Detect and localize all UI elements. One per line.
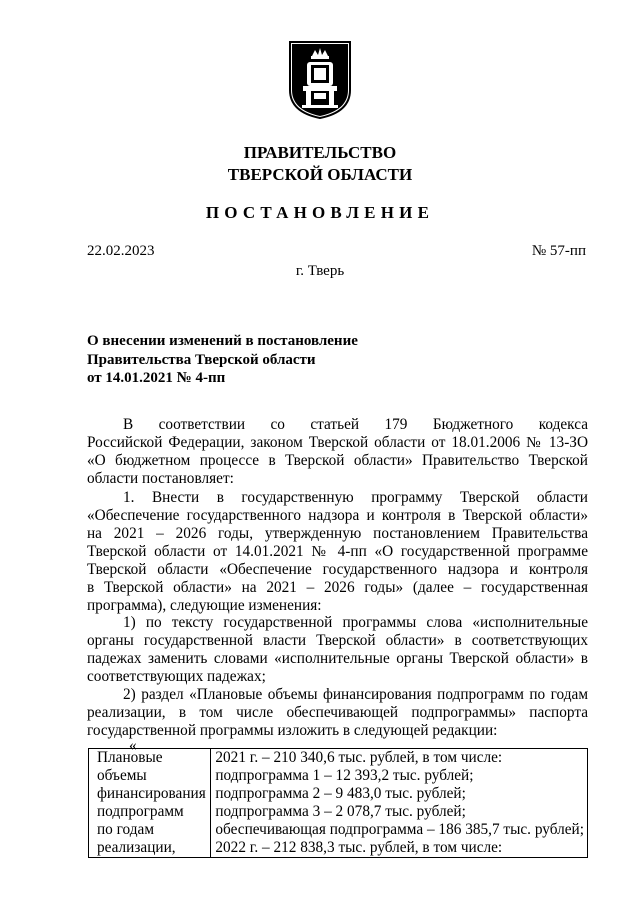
- body-line: программа), следующие изменения:: [87, 597, 322, 614]
- body-line: государственной программы изложить в следующей редакции:: [87, 722, 498, 739]
- cell-line: 2022 г. – 212 838,3 тыс. рублей, в том числе:: [215, 839, 503, 856]
- government-name-line2: ТВЕРСКОЙ ОБЛАСТИ: [227, 165, 413, 184]
- financing-table: [88, 748, 588, 858]
- body-line: Российской Федерации, законом Тверской области от 18.01.2006 № 13-ЗО: [87, 434, 588, 451]
- body-line: области постановляет:: [87, 470, 234, 487]
- table-cell-label: [89, 749, 211, 858]
- body-line: «Обеспечение государственного надзора и контроля в Тверской области»: [87, 507, 588, 524]
- body-line: в Тверской области» на 2021 – 2026 годы» (далее – государственная: [87, 579, 588, 596]
- cell-line: подпрограмм: [97, 803, 184, 820]
- document-city: г. Тверь: [295, 263, 345, 279]
- cell-line: 2021 г. – 210 340,6 тыс. рублей, в том числе:: [215, 749, 503, 766]
- body-line: органы государственной власти Тверской области» в соответствующих: [87, 632, 588, 649]
- cell-line: Плановые: [97, 749, 163, 766]
- title-line: О внесении изменений в постановление: [87, 333, 358, 349]
- cell-line: реализации,: [97, 839, 176, 856]
- body-line: соответствующих падежах;: [87, 668, 266, 685]
- body-line: 1) по тексту государственной программы слова «исполнительные: [123, 614, 588, 631]
- table-row: [89, 749, 588, 858]
- cell-line: обеспечивающая подпрограмма – 186 385,7 тыс. рублей;: [215, 821, 584, 838]
- cell-line: объемы: [97, 767, 147, 784]
- cell-line: подпрограмма 1 – 12 393,2 тыс. рублей;: [215, 767, 474, 784]
- body-line: Тверской области от 14.01.2021 № 4-пп «О государственной программе: [87, 543, 588, 560]
- document-number: № 57-пп: [531, 243, 586, 259]
- body-line: реализации, в том числе обеспечивающей подпрограммы» паспорта: [87, 704, 588, 721]
- title-line: Правительства Тверской области: [87, 351, 316, 368]
- cell-line: подпрограмма 2 – 9 483,0 тыс. рублей;: [215, 785, 466, 802]
- table-cell-values: [211, 749, 588, 858]
- body-line: на 2021 – 2026 годы, утвержденную постановлением Правительства: [87, 525, 588, 542]
- body-line: Тверской области «Обеспечение государственного надзора и контроля: [87, 561, 588, 578]
- body-line: «О бюджетном процессе в Тверской области» Правительство Тверской: [87, 452, 588, 469]
- cell-line: финансирования: [97, 785, 206, 802]
- government-name-line1: ПРАВИТЕЛЬСТВО: [243, 143, 397, 162]
- body-line: В соответствии со статьей 179 Бюджетного кодекса: [123, 416, 588, 433]
- title-line: от 14.01.2021 № 4-пп: [87, 370, 226, 386]
- document-date: 22.02.2023: [87, 243, 155, 259]
- body-line: 1. Внести в государственную программу Тверской области: [123, 489, 588, 506]
- cell-line: по годам: [97, 821, 155, 838]
- coat-of-arms-emblem: [287, 40, 353, 120]
- document-title: [87, 332, 358, 388]
- body-line: падежах заменить словами «исполнительные органы Тверской области» в: [87, 650, 588, 667]
- body-line: 2) раздел «Плановые объемы финансирования подпрограмм по годам: [123, 686, 588, 703]
- document-type: ПОСТАНОВЛЕНИЕ: [205, 203, 435, 222]
- cell-line: подпрограмма 3 – 2 078,7 тыс. рублей;: [215, 803, 466, 820]
- opening-quote: «: [129, 737, 137, 754]
